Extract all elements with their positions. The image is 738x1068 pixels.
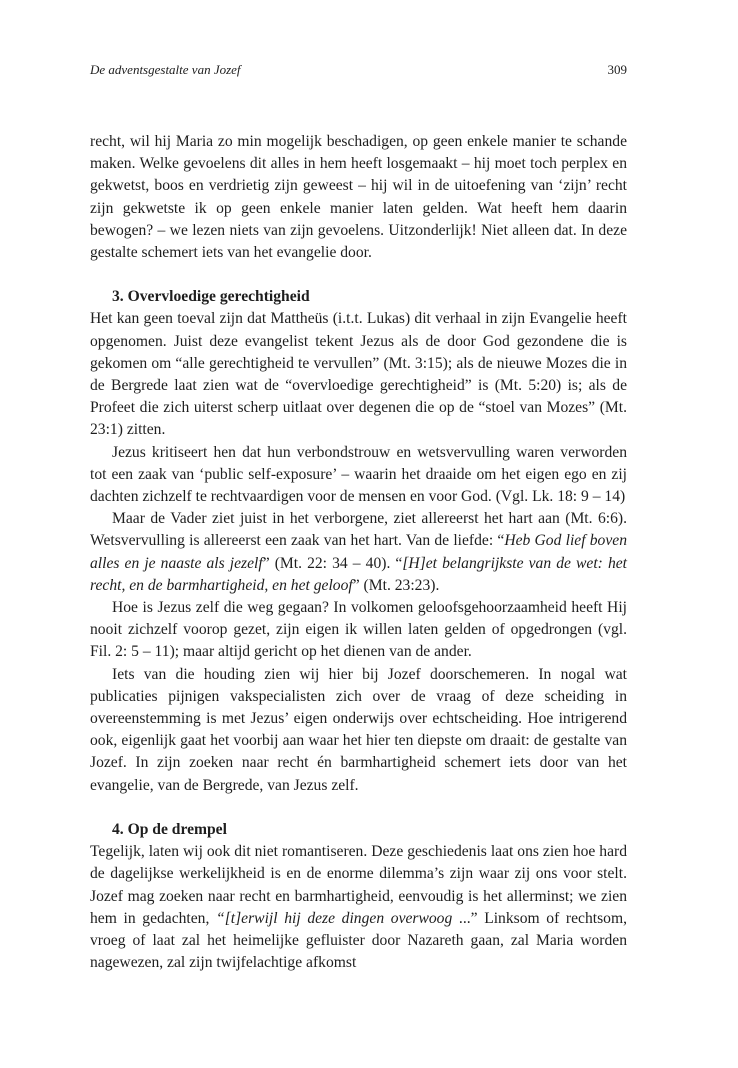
text-run: ” (Mt. 23:23). bbox=[352, 576, 440, 594]
section-heading-3: 3. Overvloedige gerechtigheid bbox=[112, 288, 310, 306]
page-number: 309 bbox=[607, 62, 627, 77]
quote-italic: Heb God lief boven alles en je naaste als jezelf bbox=[90, 532, 627, 572]
quote-italic: “[t]erwijl hij deze dingen overwoog bbox=[216, 909, 453, 927]
paragraph-continued: recht, wil hij Maria zo min mogelijk beschadigen, op geen enkele manier te schande maken. Welke gevoelens dit alles in hem heeft losgemaakt – hij moet toch perplex en gekwetst, boos en verdrietig zijn geweest – hij wil in de uitoefening van ‘zijn’ recht zijn gekwetste ik op geen enkele manier laten gelden. Wat heeft hem daarin bewogen? – we lezen niets van zijn gevoelens. Uitzonderlijk! Niet alleen dat. In deze gestalte schemert iets van het evangelie door. bbox=[90, 133, 627, 262]
quote-italic: [H]et belangrijkste van de wet: het recht, en de barmhartigheid, en het geloof bbox=[90, 554, 627, 594]
paragraph: Hoe is Jezus zelf die weg gegaan? In volkomen geloofsgehoorzaamheid heeft Hij nooit zichzelf voorop gezet, zijn eigen ik willen laten gelden of opgedrongen (vgl. Fil. 2: 5 – 11); maar altijd gericht op het dienen van de ander. bbox=[90, 599, 627, 661]
running-title: De adventsgestalte van Jozef bbox=[90, 62, 241, 77]
paragraph-with-quotes bbox=[90, 508, 627, 597]
running-header bbox=[90, 62, 627, 82]
text-run: ” (Mt. 22: 34 – 40). “ bbox=[262, 554, 403, 572]
text-run: Maar de Vader ziet juist in het verborgene, ziet allereerst het hart aan (Mt. 6:6). Wetsvervulling is allereerst een zaak van het hart. Van de liefde: “ bbox=[90, 510, 627, 550]
paragraph: Iets van die houding zien wij hier bij Jozef doorschemeren. In nogal wat publicaties pijnigen vakspecialisten zich over de vraag of deze scheiding in overeenstemming is met Jezus’ eigen onderwijs over echtscheiding. Hoe intrigerend ook, eigenlijk gaat het voorbij aan waar het hier ten diepste om draait: de gestalte van Jozef. In zijn zoeken naar recht én barmhartigheid schemert iets door van het evangelie, van de Bergrede, van Jezus zelf. bbox=[90, 665, 627, 794]
text-run: Tegelijk, laten wij ook dit niet romantiseren. Deze geschiedenis laat ons zien hoe hard de dagelijkse werkelijkheid is en de enorme dilemma’s zijn waar zij ons voor stelt. Jozef mag zoeken naar recht en barmhartigheid, eenvoudig is het allerminst; we zien hem in gedachten, bbox=[90, 843, 627, 927]
paragraph: Jezus kritiseert hen dat hun verbondstrouw en wetsvervulling waren verworden tot een zaak van ‘public self-exposure’ – waarin het draaide om het eigen ego en zij dachten zichzelf te rechtvaardigen voor de mensen en voor God. (Vgl. Lk. 18: 9 – 14) bbox=[90, 443, 627, 506]
paragraph: Het kan geen toeval zijn dat Mattheüs (i.t.t. Lukas) dit verhaal in zijn Evangelie heeft opgenomen. Juist deze evangelist tekent Jezus als de door God gezondene die is gekomen om “alle gerechtigheid te vervullen” (Mt. 3:15); als de nieuwe Mozes die in de Bergrede laat zien wat de “overvloedige gerechtigheid” is (Mt. 5:20) is; als de Profeet die zich uiterst scherp uitlaat over degenen die op de “stoel van Mozes” (Mt. 23:1) zitten. bbox=[90, 310, 627, 439]
section-heading-4: 4. Op de drempel bbox=[112, 820, 227, 838]
paragraph-with-quote bbox=[90, 841, 627, 974]
text-run: ...” Linksom of rechtsom, vroeg of laat zal het heimelijke gefluister door Nazareth gaan, zal Maria worden nagewezen, zal zijn twijfelachtige afkomst bbox=[90, 909, 627, 972]
page-body bbox=[90, 131, 627, 974]
